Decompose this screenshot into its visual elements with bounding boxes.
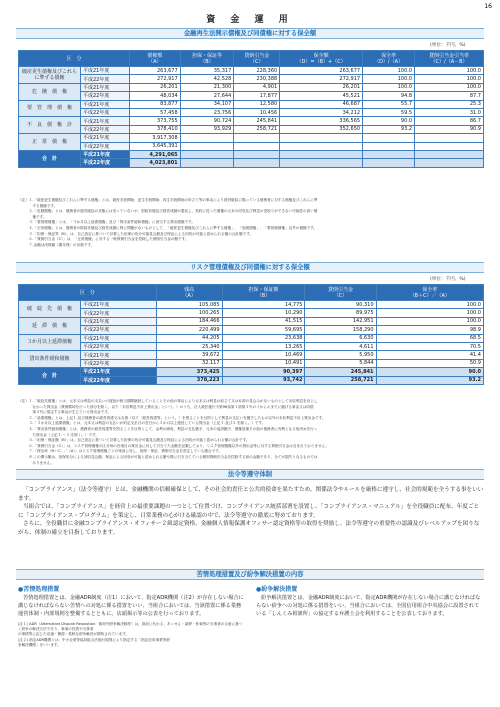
cell-value: 59.5 <box>363 108 415 116</box>
cell-value: 378,410 <box>129 125 180 133</box>
table-row <box>19 342 484 350</box>
table-row <box>19 100 484 108</box>
table-row <box>19 309 484 317</box>
cell-value: 34,107 <box>180 100 234 108</box>
note-line: (注１) ADR（Alternative Dispute Resolution：裁判外紛争解決制度）は、訴訟に代わる、あっせん・調停・仲裁等の当事者の合意に基づく紛争の解決方法であり、事案の性質や当事者 <box>18 621 243 632</box>
row-year: 平成21年度 <box>81 100 130 108</box>
cell-value: 158,290 <box>305 326 376 334</box>
section4-title: 苦情処理措置及び紛争解決措置の内容 <box>196 571 304 578</box>
cell-value: 258,721 <box>234 125 280 133</box>
note-line: ３.「３か月以上延滞債権」とは、元本又は利息の支払いが約定支払日の翌日から３か月以上遅延している貸出金（上記１.及び２.を除く。）です。 <box>18 421 266 426</box>
row-year: 平成21年度 <box>81 368 157 376</box>
cell-value: 50.9 <box>376 359 483 367</box>
header-bottom: （B） <box>200 58 214 65</box>
cell-value: 27,644 <box>180 92 234 100</box>
cell-value: 93,742 <box>222 376 305 384</box>
cell-value: 90,724 <box>180 117 234 125</box>
header-top: 貸倒引当金 <box>244 52 270 59</box>
table-row <box>19 83 484 91</box>
cell-value: 100.0 <box>363 67 415 75</box>
note-line: 権です。 <box>18 214 47 219</box>
section1-title: 金融再生法開示債権及び同債権に対する保全額 <box>183 30 317 37</box>
dispute-resolution-column <box>256 585 484 619</box>
section1-notes <box>18 198 484 248</box>
section2-title: リスク管理債権及び同債権に対する保全額 <box>190 264 310 271</box>
cell-value <box>363 142 415 150</box>
row-category: 要 管 理 債 権 <box>19 100 81 117</box>
table-row <box>19 92 484 100</box>
note-line: ３.「要管理債権」とは、「３か月以上延滞債権」及び「貸出条件緩和債権」に該当する貸出債権です。 <box>18 220 195 225</box>
note-line: ２.「危険債権」とは、債務者が経営破綻の状態には至っていないが、財政状態及び経営成績が悪化し、契約に従った債権の元本の回収及び利息の受取りができない可能性の高い債 <box>18 209 318 214</box>
note-line: ７.「保全率（B＋C）／（A）」はリスク管理債権ごとの残高に対し、担保・保証、貸倒引当金を設定している割合です。 <box>18 449 223 454</box>
cell-value: 25,340 <box>156 342 222 350</box>
table-header <box>222 285 305 301</box>
cell-value: 184,466 <box>156 317 222 325</box>
header-top: 区 分 <box>79 289 95 296</box>
table-header <box>156 285 222 301</box>
header-top: 保全率 <box>422 286 438 293</box>
cell-value: 3,645,391 <box>129 142 180 150</box>
cell-value: 263,677 <box>280 67 363 75</box>
cell-value: 6,630 <box>305 334 376 342</box>
cell-value: 23,638 <box>222 334 305 342</box>
table-row <box>19 301 484 309</box>
cell-value: 86.7 <box>415 117 484 125</box>
section2-unit: (単位：千円、%) <box>430 277 466 282</box>
cell-value: 55.7 <box>363 100 415 108</box>
document-title: 資 金 運 用 <box>206 15 294 25</box>
cell-value <box>280 134 363 142</box>
note-line: ５.「担保・保証額（B）」は、自己査定に基づいて計算した担保の処分可能見込額及び保証による回収が可能と認められる額の合計です。 <box>18 438 250 443</box>
page-number: 16 <box>484 3 492 10</box>
row-year: 平成21年度 <box>81 301 157 309</box>
cell-value: 48,034 <box>129 92 180 100</box>
table-row <box>19 67 484 75</box>
row-year: 平成22年度 <box>81 376 157 384</box>
cell-value: 4,023,801 <box>129 159 180 167</box>
cell-value: 26,201 <box>280 83 363 91</box>
cell-value: 68.5 <box>376 334 483 342</box>
cell-value: 45,521 <box>280 92 363 100</box>
cell-value: 336,565 <box>280 117 363 125</box>
row-year: 平成21年度 <box>81 317 157 325</box>
header-top: 区 分 <box>66 55 82 62</box>
header-top: 保全額 <box>313 52 329 59</box>
cell-value: 263,677 <box>129 67 180 75</box>
dispute-resolution-heading: ●紛争解決措置 <box>256 586 298 593</box>
note-line: ２.「延滞債権」とは、上記１.及び債務者の経営再建又は支援（以下「経営再建等」という。）を図ることを目的として利息の支払いを猶予したもの以外の未収利息不計上貸出金です。 <box>18 415 326 420</box>
cell-value: 10,290 <box>222 309 305 317</box>
note-line: ７.金額は決算額（期末残）の計数です。 <box>18 242 95 247</box>
cell-value: 41,515 <box>222 317 305 325</box>
table-header <box>376 285 483 301</box>
row-year: 平成22年度 <box>81 108 130 116</box>
cell-value: 4,291,065 <box>129 150 180 158</box>
row-year: 平成21年度 <box>81 351 157 359</box>
note-line: ８.この開示額は、担保処分による回収見込額、保証による回収が可能と認められる額や既に引き当てている個別貸倒引当金を控除する前の金額であり、全てが損失となるものでは <box>18 454 318 459</box>
section2-notes <box>18 399 484 466</box>
header-bottom: （C） <box>333 292 348 299</box>
cell-value: 83,877 <box>129 100 180 108</box>
cell-value: 90.0 <box>363 117 415 125</box>
table-row <box>19 159 484 167</box>
table-row <box>19 376 484 384</box>
note-line: ６.「貸倒引当金（C）」は、リスク管理債権の区分毎の各項目の貸出金に対して引当てた金額を記載しており、リスク管理債権以外の貸出金等に対する貸倒引当金は含まれておりません。 <box>18 443 329 448</box>
table-header <box>234 51 280 67</box>
note-line: なかった貸出金（貸倒償却を行った部分を除く。以下「未収利息不計上貸出金」という。）のうち、法人税法施行令第96条第１項第３号のイからホまでに掲げる事由又は同項 <box>18 404 314 409</box>
cell-value: 70.5 <box>376 342 483 350</box>
cell-value: 21,300 <box>180 83 234 91</box>
cell-value <box>363 159 415 167</box>
cell-value: 5,844 <box>305 359 376 367</box>
header-top: 残高 <box>184 286 195 293</box>
cell-value: 373,425 <box>156 368 222 376</box>
header-bottom: （D）/（A） <box>374 58 404 65</box>
note-line: ６.「貸倒引当金（C）」は、「正常債権」に対する一般貸倒引当金を控除した個別引当金の額です。 <box>18 237 189 242</box>
row-year: 平成22年度 <box>81 359 157 367</box>
table-row <box>19 125 484 133</box>
cell-value: 44,205 <box>156 334 222 342</box>
header-top: 担保・保証等 <box>191 52 222 59</box>
cell-value: 14,775 <box>222 301 305 309</box>
cell-value: 10,469 <box>222 351 305 359</box>
cell-value: 378,223 <box>156 376 222 384</box>
header-bottom: （C） <box>249 58 264 65</box>
cell-value: 142,951 <box>305 317 376 325</box>
table-row <box>19 326 484 334</box>
cell-value <box>415 134 484 142</box>
note-line: （注）１.「破産更生債権及びこれらに準ずる債権」とは、破産手続開始、更生手続開始、再生手続開始の申立て等の事由により経営破綻に陥っている債務者に対する債権及びこれらに準 <box>18 198 318 202</box>
note-line: ありません。 <box>18 460 55 465</box>
table-row <box>19 134 484 142</box>
row-year: 平成21年度 <box>81 83 130 91</box>
header-top: 担保・保証額 <box>248 286 279 293</box>
cell-value <box>363 150 415 158</box>
cell-value: 230,388 <box>234 75 280 83</box>
table-row <box>19 108 484 116</box>
row-category: ３か月以上延滞債権 <box>19 334 81 351</box>
complaint-handling-notes <box>18 622 244 649</box>
row-year: 平成22年度 <box>81 75 130 83</box>
cell-value: 90.0 <box>376 368 483 376</box>
compliance-paragraph: 当組合では、「コンプライアンス」を経営上の最重要課題の一つとして位置づけ、コンプライアンス統括部署を設置し、「コンプライアンス・マニュアル」を全役職員に配布、年度ごとに「コンプライアンス・プログラム」を策定し、日常業務の心がける確認の中で、法令等遵守の徹底に努めております。 <box>18 504 480 519</box>
cell-value: 100,265 <box>156 309 222 317</box>
table-header <box>363 51 415 67</box>
section3-title-bar <box>16 469 484 480</box>
row-year: 平成22年度 <box>81 125 130 133</box>
cell-value: 100.0 <box>376 309 483 317</box>
cell-value <box>415 150 484 158</box>
section4-title-bar <box>16 569 484 580</box>
cell-value <box>280 150 363 158</box>
header-top: 貸倒引当金引当率 <box>429 52 470 59</box>
note-line: ４.「正常債権」とは、債務者の財政状態及び経営成績に特に問題がないものとして、「破産更生債権及びこれらに準ずる債権」、「危険債権」、「要管理債権」以外の債権です。 <box>18 225 318 230</box>
cell-value <box>180 150 234 158</box>
cell-value: 93.2 <box>363 125 415 133</box>
row-year: 平成21年度 <box>81 334 157 342</box>
cell-value: 272,917 <box>129 75 180 83</box>
row-year: 平成22年度 <box>81 326 157 334</box>
cell-value: 245,841 <box>234 117 280 125</box>
cell-value <box>415 142 484 150</box>
complaint-handling-heading: ●苦情処理措置 <box>18 586 60 593</box>
table-header <box>305 285 376 301</box>
cell-value: 228,360 <box>234 67 280 75</box>
cell-value: 100.0 <box>415 75 484 83</box>
cell-value <box>234 134 280 142</box>
complaint-handling-body: 苦情処理措置とは、金融ADR制度（注1）において、指定ADR機関（注2）が存在しない場合に講じなければならない苦情への対処に係る措置をいい、当組合においては、当該措置に係る業務運営体制・内部規則を整備するとともに、店頭掲示等の公表を行っております。 <box>18 595 244 618</box>
cell-value <box>180 159 234 167</box>
cell-value: 3,917,308 <box>129 134 180 142</box>
cell-value <box>280 142 363 150</box>
cell-value: 90,310 <box>305 301 376 309</box>
cell-value <box>415 159 484 167</box>
cell-value: 245,841 <box>305 368 376 376</box>
header-bottom: （D）=（B）+（C） <box>296 58 346 65</box>
table-row <box>19 317 484 325</box>
row-category: 延 滞 債 権 <box>19 317 81 334</box>
row-year: 平成22年度 <box>81 342 157 350</box>
table-header <box>415 51 484 67</box>
cell-value: 41.4 <box>376 351 483 359</box>
row-category: 不 良 債 権 計 <box>19 117 81 134</box>
cell-value <box>180 134 234 142</box>
compliance-body <box>18 486 484 538</box>
table-row <box>19 75 484 83</box>
header-bottom: （A） <box>182 292 196 299</box>
row-year: 平成22年度 <box>81 142 130 150</box>
row-year: 平成21年度 <box>81 117 130 125</box>
cell-value: 98.9 <box>376 326 483 334</box>
cell-value: 59,695 <box>222 326 305 334</box>
row-year: 平成21年度 <box>81 67 130 75</box>
cell-value: 93,929 <box>180 125 234 133</box>
cell-value <box>234 159 280 167</box>
note-line: の事情等に応じた迅速・簡便・柔軟な紛争解決が期待されています。 <box>18 632 130 637</box>
note-line: ４.「貸出条件緩和債権」とは、債務者の経営再建等を図ることを目的として、金利の減免、利息の支払猶予、元本の返済猶予、債権放棄その他の債務者に有利となる取決めを行っ <box>18 426 318 431</box>
cell-value: 100.0 <box>363 83 415 91</box>
cell-value: 89,975 <box>305 309 376 317</box>
cell-value <box>180 142 234 150</box>
cell-value: 39,672 <box>156 351 222 359</box>
table-row <box>19 142 484 150</box>
table-header <box>180 51 234 67</box>
row-category: 危 険 債 権 <box>19 83 81 100</box>
note-line: ずる債権です。 <box>18 203 58 208</box>
note-line: た貸出金（上記１.～３.を除く。）です。 <box>18 432 99 437</box>
cell-value: 272,917 <box>280 75 363 83</box>
cell-value: 373,755 <box>129 117 180 125</box>
row-category: 正 常 債 権 <box>19 134 81 151</box>
row-category: 破 綻 先 債 権 <box>19 301 81 318</box>
header-bottom: （A） <box>148 58 162 65</box>
cell-value: 13,265 <box>222 342 305 350</box>
cell-value: 57,458 <box>129 108 180 116</box>
section2-title-bar <box>16 262 484 273</box>
cell-value: 220,499 <box>156 326 222 334</box>
cell-value: 87.7 <box>415 92 484 100</box>
cell-value: 100.0 <box>415 83 484 91</box>
cell-value: 4,611 <box>305 342 376 350</box>
cell-value: 25.3 <box>415 100 484 108</box>
header-top: 保全率 <box>381 52 397 59</box>
cell-value: 10,491 <box>222 359 305 367</box>
cell-value <box>363 134 415 142</box>
cell-value: 23,756 <box>180 108 234 116</box>
note-line: ５.「担保・保証等（B）」は、自己査定に基づいて計算した担保の処分可能見込額及び保証による回収が可能と認められる額の合計額です。 <box>18 231 254 236</box>
cell-value: 100.0 <box>376 301 483 309</box>
table-row <box>19 117 484 125</box>
cell-value: 35,317 <box>180 67 234 75</box>
cell-value: 352,650 <box>280 125 363 133</box>
row-year: 平成22年度 <box>81 159 130 167</box>
table-row <box>19 351 484 359</box>
section1-title-bar <box>16 28 484 39</box>
risk-management-table <box>18 284 484 385</box>
row-year: 平成22年度 <box>81 309 157 317</box>
compliance-paragraph: 「コンプライアンス」（法令等遵守）とは、金融機関の信頼確保として、その社会的責任と公共的使命を果たすため、関係法令やルールを厳格に遵守し、社会的規範を全うする事をいいます。 <box>18 487 484 502</box>
cell-value: 34,212 <box>280 108 363 116</box>
header-top: 貸倒引当金 <box>327 286 353 293</box>
table-row <box>19 150 484 158</box>
section1-unit: (単位：千円、%) <box>430 43 466 48</box>
note-line: (注２) 指定ADR機関とは、中小企業等協同組合法施行規則により指定する「指定信用事業等紛 <box>18 637 170 642</box>
table-header <box>129 51 180 67</box>
section3-title: 法令等遵守体制 <box>227 471 273 478</box>
cell-value <box>280 159 363 167</box>
cell-value: 90.9 <box>415 125 484 133</box>
row-year: 平成21年度 <box>81 134 130 142</box>
table-row <box>19 368 484 376</box>
dispute-resolution-body: 紛争解決措置とは、金融ADR制度において、指定ADR機関が存在しない場合に講じなければならない紛争への対処に係る措置をいい、当組合においては、全国信用組合中央協会に設置されている「しんくみ相談所」の協定する弁護士会を利用することを公表しております。 <box>256 595 481 618</box>
row-category: 合 計 <box>19 368 81 385</box>
header-bottom: （B＋C）／（A） <box>409 292 450 299</box>
cell-value <box>234 142 280 150</box>
row-year: 平成22年度 <box>81 92 130 100</box>
header-bottom: （C）/（A－B） <box>430 58 468 65</box>
cell-value: 90,397 <box>222 368 305 376</box>
header-bottom: （B） <box>256 292 271 299</box>
cell-value <box>234 150 280 158</box>
cell-value: 26,201 <box>129 83 180 91</box>
cell-value: 100.0 <box>363 75 415 83</box>
cell-value: 46,687 <box>280 100 363 108</box>
cell-value: 42,528 <box>180 75 234 83</box>
row-category: 貸出条件緩和債権 <box>19 351 81 368</box>
cell-value: 5,950 <box>305 351 376 359</box>
table-header <box>19 51 130 67</box>
cell-value: 258,721 <box>305 376 376 384</box>
row-category: 合 計 <box>19 150 81 167</box>
header-top: 債権額 <box>147 52 163 59</box>
cell-value: 94.8 <box>363 92 415 100</box>
cell-value: 93.2 <box>376 376 483 384</box>
table-row <box>19 334 484 342</box>
cell-value: 100.0 <box>415 67 484 75</box>
cell-value: 17,877 <box>234 92 280 100</box>
note-line: 第４号に規定する事由が生じている貸出金です。 <box>18 410 112 415</box>
cell-value: 31.0 <box>415 108 484 116</box>
cell-value: 12,580 <box>234 100 280 108</box>
note-line: 争解決機関」をいいます。 <box>18 643 61 648</box>
table-header <box>19 285 157 301</box>
cell-value: 4,901 <box>234 83 280 91</box>
cell-value: 105,085 <box>156 301 222 309</box>
row-year: 平成21年度 <box>81 150 130 158</box>
complaint-handling-column <box>18 585 244 649</box>
row-category: 破産更生債権及びこれらに準ずる債権 <box>19 67 81 84</box>
note-line: （注）１.「破綻先債権」とは、元本又は利息の支払いの遅延が相当期間継続していることその他の事由により元本又は利息の取立て又は弁済の見込みがないものとして未収利息を計上し <box>18 399 318 403</box>
cell-value: 10,456 <box>234 108 280 116</box>
cell-value: 100.0 <box>376 317 483 325</box>
compliance-paragraph: さらに、全役職員に金融コンプライアンス・オフィサー２級認定資格、金融個人情報保護オフィサー認定資格等の取得を奨励し、法令等遵守の重要性の認識及びレベルアップを図りながら、体制の確立を目指しております。 <box>18 521 480 536</box>
cell-value: 32,117 <box>156 359 222 367</box>
npl-disclosure-table <box>18 50 484 168</box>
table-row <box>19 359 484 367</box>
table-header <box>280 51 363 67</box>
